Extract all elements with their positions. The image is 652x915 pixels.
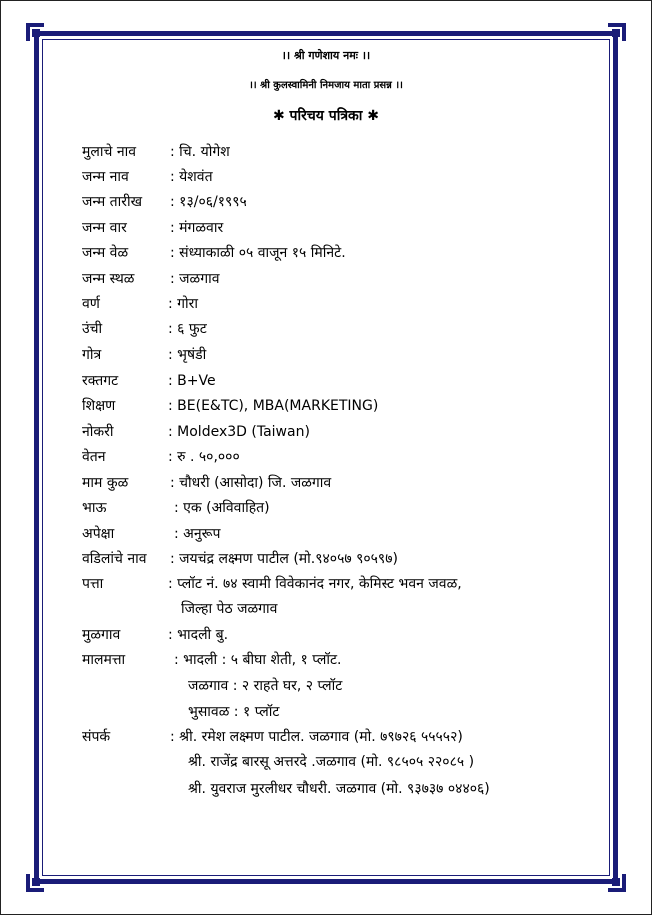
- field-value: : चि. योगेश: [170, 144, 230, 160]
- field-label: वेतन: [82, 449, 106, 465]
- field-label: मुळगाव: [82, 627, 121, 643]
- field-value: : १३/०६/१९९५: [170, 194, 247, 210]
- field-value: : Moldex3D (Taiwan): [168, 424, 310, 440]
- field-value: : एक (अविवाहित): [174, 500, 270, 516]
- contact-line-3: श्री. युवराज मुरलीधर चौधरी. जळगाव (मो. ९३७३७ ०४४०६): [188, 781, 490, 797]
- field-label: जन्म वेळ: [82, 245, 129, 261]
- field-value: : B+Ve: [168, 373, 216, 389]
- corner-ornament-top-left: [26, 23, 44, 41]
- field-value: : अनुरूप: [174, 526, 221, 542]
- property-line-3: भुसावळ : १ प्लॉट: [188, 704, 280, 720]
- contact-line-2: श्री. राजेंद्र बारसू अत्तरदे .जळगाव (मो. ९८५०५ २२०८५ ): [188, 754, 475, 770]
- field-label: जन्म स्थळ: [82, 271, 135, 287]
- field-label: जन्म वार: [82, 220, 127, 236]
- invocation-line: ।। श्री गणेशाय नमः ।।: [281, 49, 371, 62]
- field-label: अपेक्षा: [82, 526, 115, 542]
- field-label: जन्म तारीख: [82, 194, 143, 210]
- field-value: : संध्याकाळी ०५ वाजून १५ मिनिटे.: [170, 245, 346, 261]
- field-label: उंची: [82, 321, 103, 337]
- field-value: : चौधरी (आसोदा) जि. जळगाव: [170, 475, 332, 491]
- field-value: : प्लॉट नं. ७४ स्वामी विवेकानंद नगर, केमिस्ट भवन जवळ,: [168, 576, 462, 592]
- field-value: : गोरा: [168, 296, 199, 312]
- field-label: संपर्क: [82, 729, 111, 745]
- field-label: भाऊ: [82, 500, 107, 516]
- field-value: : जळगाव: [170, 271, 220, 287]
- field-value: : मंगळवार: [170, 220, 224, 236]
- field-label: मुलाचे नाव: [82, 144, 137, 160]
- field-label: नोकरी: [82, 424, 114, 440]
- property-line-2: जळगाव : २ राहते घर, २ प्लॉट: [188, 678, 343, 694]
- address-line-2: जिल्हा पेठ जळगाव: [181, 601, 278, 617]
- field-value: : BE(E&TC), MBA(MARKETING): [168, 398, 379, 414]
- field-value: : येशवंत: [170, 169, 213, 185]
- corner-ornament-top-right: [608, 23, 626, 41]
- field-value: : जयचंद्र लक्ष्मण पाटील (मो.९४०५७ ९०५९७): [170, 551, 398, 567]
- page-border-inner: [42, 39, 610, 876]
- field-value: : भादली बु.: [168, 627, 229, 643]
- field-label: पत्ता: [82, 576, 104, 592]
- field-label: वर्ण: [82, 296, 100, 312]
- field-label: जन्म नाव: [82, 169, 129, 185]
- corner-ornament-bottom-right: [608, 874, 626, 892]
- field-value: : रु . ५०,०००: [168, 449, 240, 465]
- document-title: ✱ परिचय पत्रिका ✱: [272, 108, 380, 124]
- field-value: : श्री. रमेश लक्ष्मण पाटील. जळगाव (मो. ७९७२६ ५५५५२): [170, 729, 463, 745]
- blessing-line: ।। श्री कुलस्वामिनी निमजाय माता प्रसन्न ।।: [249, 80, 403, 91]
- corner-ornament-bottom-left: [26, 874, 44, 892]
- field-value: : ६ फुट: [168, 321, 207, 337]
- field-label: माम कुळ: [82, 475, 129, 491]
- field-label: वडिलांचे नाव: [82, 551, 147, 567]
- field-label: शिक्षण: [82, 398, 116, 414]
- field-label: मालमत्ता: [82, 652, 126, 668]
- field-value: : भृषंडी: [168, 347, 207, 363]
- field-label: रक्तगट: [82, 373, 119, 389]
- field-value: : भादली : ५ बीघा शेती, १ प्लॉट.: [174, 652, 342, 668]
- field-label: गोत्र: [82, 347, 102, 363]
